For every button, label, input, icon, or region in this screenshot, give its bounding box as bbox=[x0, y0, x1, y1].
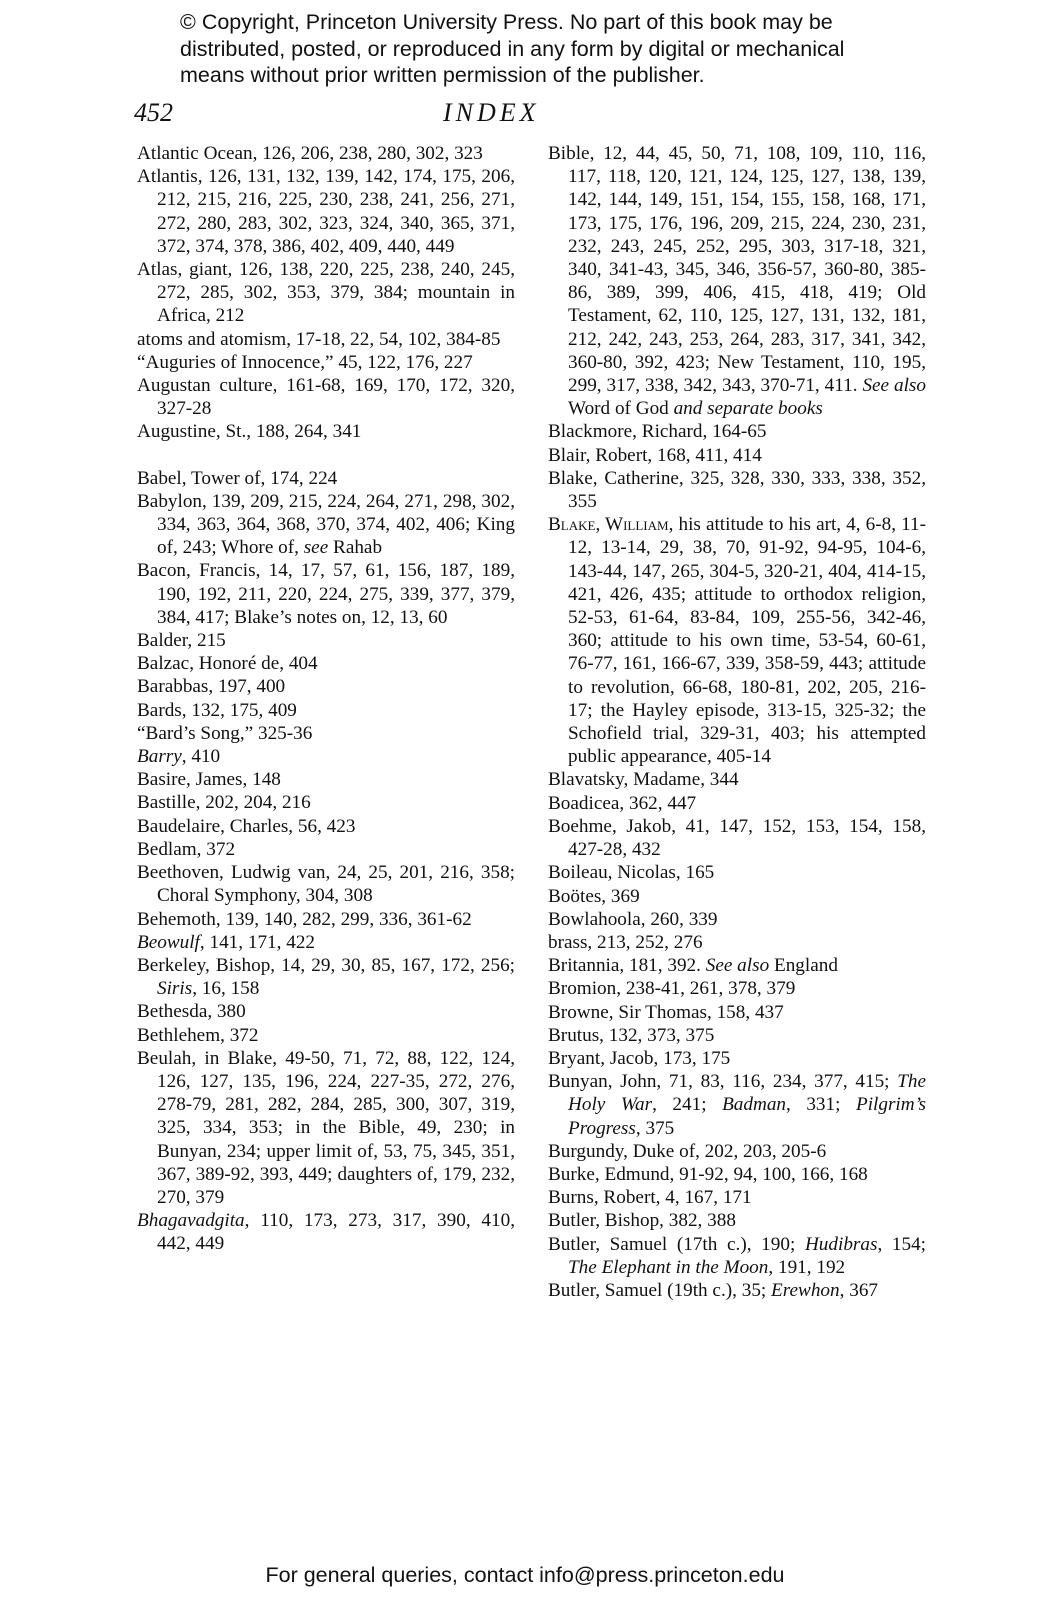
index-entry: Boileau, Nicolas, 165 bbox=[548, 862, 715, 884]
index-entry: Babel, Tower of, 174, 224 bbox=[137, 467, 338, 489]
index-entry: Boehme, Jakob, 41, 147, 152, 153, 154, 158, 427-28, 432 bbox=[548, 815, 926, 861]
index-entry: Bedlam, 372 bbox=[137, 838, 236, 860]
index-entry: Babylon, 139, 209, 215, 224, 264, 271, 298, 302, 334, 363, 364, 368, 370, 374, 402, 406; King of, 243; Whore of, see Rahab bbox=[137, 490, 515, 559]
index-entry: Bhagavadgita, 110, 173, 273, 317, 390, 410, 442, 449 bbox=[137, 1210, 515, 1255]
index-entry: Beethoven, Ludwig van, 24, 25, 201, 216, 358; Choral Symphony, 304, 308 bbox=[137, 862, 515, 907]
index-entry: Butler, Samuel (17th c.), 190; Hudibras, 154; The Elephant in the Moon, 191, 192 bbox=[548, 1233, 927, 1278]
footer-contact: For general queries, contact info@press.princeton.edu bbox=[265, 1563, 785, 1587]
index-entry: Bowlahoola, 260, 339 bbox=[548, 908, 718, 930]
index-entry: Atlantic Ocean, 126, 206, 238, 280, 302, 323 bbox=[137, 143, 483, 164]
copyright-line: means without prior written permission of the publisher. bbox=[180, 63, 705, 87]
index-entry: brass, 213, 252, 276 bbox=[548, 931, 703, 953]
index-entry: Balder, 215 bbox=[137, 630, 226, 652]
letter-section-gap bbox=[137, 444, 515, 467]
index-column-right bbox=[548, 142, 926, 1302]
index-entry: Bunyan, John, 71, 83, 116, 234, 377, 415; The Holy War, 241; Badman, 331; Pilgrim’s Progress, 375 bbox=[548, 1071, 926, 1139]
index-entry: Blake, Catherine, 325, 328, 330, 333, 338, 352, 355 bbox=[548, 467, 926, 513]
copyright-line: distributed, posted, or reproduced in any form by digital or mechanical bbox=[180, 36, 845, 61]
index-entry: Barry, 410 bbox=[137, 746, 221, 768]
index-entry: Brutus, 132, 373, 375 bbox=[548, 1024, 715, 1046]
index-entry: Bromion, 238-41, 261, 378, 379 bbox=[548, 978, 796, 1000]
copyright-line: © Copyright, Princeton University Press. No part of this book may be bbox=[180, 10, 833, 34]
index-entry: Blake, William, his attitude to his art, 4, 6-8, 11-12, 13-14, 29, 38, 70, 91-92, 94-95, 104-6, 143-44, 147, 265, 304-5, 320-21, 404, 414-15, 421, 426, 435; attitude to orthodox religion, 52-53, 61-64, 83-84, 109, 255-56, 342-46, 360; attitude to his own time, 53-54, 60-61, 76-77, 161, 166-67, 339, 358-59, 443; attitude to revolution, 66-68, 180-81, 202, 205, 216-17; the Hayley episode, 313-15, 325-32; the Schofield trial, 329-31, 403; his attempted public appearance, 405-14 bbox=[548, 514, 926, 768]
index-entry: Behemoth, 139, 140, 282, 299, 336, 361-62 bbox=[137, 908, 472, 930]
index-entry: Bastille, 202, 204, 216 bbox=[137, 792, 311, 814]
index-entry: Britannia, 181, 392. See also England bbox=[548, 955, 838, 977]
index-entry: Augustine, St., 188, 264, 341 bbox=[137, 421, 362, 443]
index-entry: Burgundy, Duke of, 202, 203, 205-6 bbox=[548, 1140, 827, 1162]
index-entry: Berkeley, Bishop, 14, 29, 30, 85, 167, 172, 256; Siris, 16, 158 bbox=[137, 954, 515, 1000]
index-entry: Burns, Robert, 4, 167, 171 bbox=[548, 1187, 752, 1209]
index-entry: atoms and atomism, 17-18, 22, 54, 102, 384-85 bbox=[137, 328, 501, 350]
index-entry: Beulah, in Blake, 49-50, 71, 72, 88, 122, 124, 126, 127, 135, 196, 224, 227-35, 272, 276, 278-79, 281, 282, 284, 285, 300, 307, 319, 325, 334, 353; in the Bible, 49, 230; in Bunyan, 234; upper limit of, 53, 75, 345, 351, 367, 389-92, 393, 449; daughters of, 179, 232, 270, 379 bbox=[137, 1047, 515, 1208]
index-entry: “Auguries of Innocence,” 45, 122, 176, 227 bbox=[137, 351, 473, 373]
index-entry: Burke, Edmund, 91-92, 94, 100, 166, 168 bbox=[548, 1163, 868, 1185]
index-entry: “Bard’s Song,” 325-36 bbox=[137, 722, 313, 744]
index-entry: Blair, Robert, 168, 411, 414 bbox=[548, 444, 762, 466]
copyright-notice bbox=[180, 9, 900, 89]
index-entry: Bethesda, 380 bbox=[137, 1001, 246, 1023]
index-column-left bbox=[137, 142, 515, 1256]
index-entry: Atlas, giant, 126, 138, 220, 225, 238, 240, 245, 272, 285, 302, 353, 379, 384; mountain in Africa, 212 bbox=[137, 259, 515, 327]
index-entry: Balzac, Honoré de, 404 bbox=[137, 653, 318, 675]
running-head: INDEX bbox=[443, 98, 540, 127]
index-entry: Baudelaire, Charles, 56, 423 bbox=[137, 815, 356, 837]
index-entry: Augustan culture, 161-68, 169, 170, 172, 320, 327-28 bbox=[137, 375, 515, 420]
index-entry: Barabbas, 197, 400 bbox=[137, 676, 286, 698]
index-entry: Bryant, Jacob, 173, 175 bbox=[548, 1047, 731, 1069]
index-entry: Butler, Bishop, 382, 388 bbox=[548, 1210, 736, 1232]
index-entry: Blavatsky, Madame, 344 bbox=[548, 769, 739, 791]
index-entry: Boötes, 369 bbox=[548, 885, 640, 907]
index-entry: Blackmore, Richard, 164-65 bbox=[548, 421, 767, 443]
index-entry: Beowulf, 141, 171, 422 bbox=[137, 931, 316, 953]
index-entry: Bible, 12, 44, 45, 50, 71, 108, 109, 110, 116, 117, 118, 120, 121, 124, 125, 127, 138, 139, 142, 144, 149, 151, 154, 155, 158, 168, 171, 173, 175, 176, 196, 209, 215, 224, 230, 231, 232, 243, 245, 252, 295, 303, 317-18, 321, 340, 341-43, 345, 346, 356-57, 360-80, 385-86, 389, 399, 406, 415, 418, 419; Old Testament, 62, 110, 125, 127, 131, 132, 181, 212, 242, 243, 253, 264, 283, 317, 341, 342, 360-80, 392, 423; New Testament, 110, 195, 299, 317, 338, 342, 343, 370-71, 411. See also Word of God and separate books bbox=[548, 143, 926, 420]
index-entry: Atlantis, 126, 131, 132, 139, 142, 174, 175, 206, 212, 215, 216, 225, 230, 238, 241, 256, 271, 272, 280, 283, 302, 323, 324, 340, 365, 371, 372, 374, 378, 386, 402, 409, 440, 449 bbox=[137, 166, 515, 257]
index-entry: Bacon, Francis, 14, 17, 57, 61, 156, 187, 189, 190, 192, 211, 220, 224, 275, 339, 377, 379, 384, 417; Blake’s notes on, 12, 13, 60 bbox=[137, 560, 515, 628]
page-number: 452 bbox=[134, 98, 173, 127]
index-entry: Bethlehem, 372 bbox=[137, 1024, 259, 1046]
index-entry: Boadicea, 362, 447 bbox=[548, 792, 697, 814]
index-entry: Basire, James, 148 bbox=[137, 769, 281, 791]
index-entry: Butler, Samuel (19th c.), 35; Erewhon, 367 bbox=[548, 1279, 878, 1301]
index-entry: Browne, Sir Thomas, 158, 437 bbox=[548, 1001, 784, 1023]
index-entry: Bards, 132, 175, 409 bbox=[137, 699, 297, 721]
